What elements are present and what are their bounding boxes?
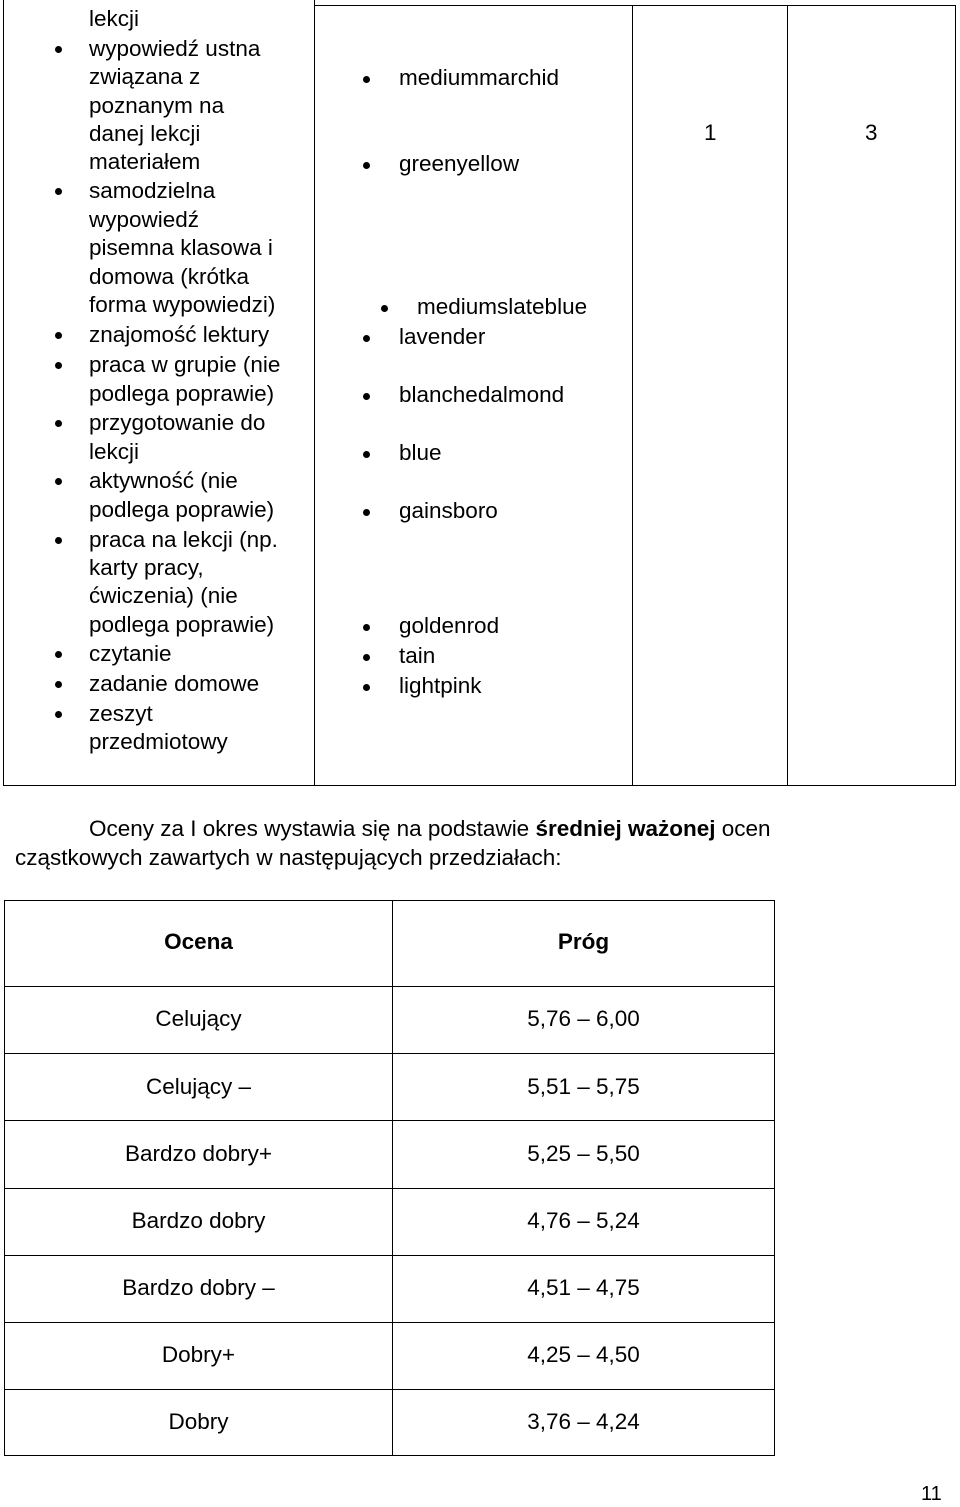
grade-threshold: 3,76 – 4,24 xyxy=(527,1409,640,1434)
grade-table-row-border xyxy=(4,1322,775,1323)
top-table-bottom-border xyxy=(3,785,956,786)
list-line: praca na lekcji (np. xyxy=(89,527,278,552)
list-item: blue xyxy=(399,440,442,465)
list-line: aktywność (nie xyxy=(89,468,238,493)
bullet-icon xyxy=(363,509,370,516)
list-line: praca w grupie (nie xyxy=(89,352,281,377)
top-table-border-left xyxy=(3,0,4,786)
list-item: blanchedalmond xyxy=(399,382,565,407)
list-line: danej lekcji xyxy=(89,121,201,146)
grade-threshold: 5,76 – 6,00 xyxy=(527,1006,640,1031)
grade-table-row-border xyxy=(4,1188,775,1189)
top-table-border-right xyxy=(955,5,956,786)
bullet-icon xyxy=(363,393,370,400)
grade-name: Dobry+ xyxy=(161,1342,236,1367)
list-line: ćwiczenia) (nie xyxy=(89,583,238,608)
list-line: samodzielna xyxy=(89,178,216,203)
grade-name: Bardzo dobry – xyxy=(122,1275,275,1300)
list-line: karty pracy, xyxy=(89,555,204,580)
list-item: lavender xyxy=(399,324,486,349)
bullet-icon xyxy=(363,624,370,631)
list-line: domowa (krótka xyxy=(89,264,250,289)
top-table-divider-2 xyxy=(632,5,633,786)
bullet-icon xyxy=(363,451,370,458)
list-line: związana z xyxy=(89,64,201,89)
bullet-icon xyxy=(55,478,62,485)
list-line: przedmiotowy xyxy=(89,729,228,754)
grade-name: Bardzo dobry xyxy=(131,1208,266,1233)
bullet-icon xyxy=(55,711,62,718)
list-line: forma wypowiedzi) xyxy=(89,292,276,317)
column3-value: 1 xyxy=(704,120,717,145)
grade-table-row-border xyxy=(4,1455,775,1456)
grade-threshold: 4,51 – 4,75 xyxy=(527,1275,640,1300)
grade-threshold: 5,25 – 5,50 xyxy=(527,1141,640,1166)
list-line: znajomość lektury xyxy=(89,322,270,347)
grade-name: Dobry xyxy=(168,1409,229,1434)
bullet-icon xyxy=(363,162,370,169)
grade-table-row-border xyxy=(4,1053,775,1054)
list-item: goldenrod xyxy=(399,613,500,638)
header-ocena: Ocena xyxy=(164,929,233,954)
bullet-icon xyxy=(363,335,370,342)
list-line: podlega poprawie) xyxy=(89,381,275,406)
paragraph-text-end: ocen xyxy=(715,816,771,841)
list-line: pisemna klasowa i xyxy=(89,235,273,260)
grade-table-border-left xyxy=(4,900,5,1456)
bullet-icon xyxy=(55,332,62,339)
grade-table-row-border xyxy=(4,986,775,987)
bullet-icon xyxy=(381,305,388,312)
grade-table-row-border xyxy=(4,1389,775,1390)
list-line: podlega poprawie) xyxy=(89,612,275,637)
list-item: lightpink xyxy=(399,673,482,698)
list-line: wypowiedź ustna xyxy=(89,36,261,61)
bullet-icon xyxy=(55,420,62,427)
top-table-divider-1 xyxy=(314,0,315,786)
paragraph-line-1 xyxy=(89,815,771,843)
list-line: poznanym na xyxy=(89,93,225,118)
bullet-icon xyxy=(363,684,370,691)
paragraph-text: Oceny za I okres wystawia się na podstawie xyxy=(89,816,536,841)
list-line: zadanie domowe xyxy=(89,671,260,696)
bullet-icon xyxy=(55,46,62,53)
bullet-icon xyxy=(55,188,62,195)
list-line: wypowiedź xyxy=(89,207,200,232)
grade-table-row-border xyxy=(4,1255,775,1256)
bullet-icon xyxy=(55,681,62,688)
list-item: gainsboro xyxy=(399,498,498,523)
list-line: podlega poprawie) xyxy=(89,497,275,522)
column4-value: 3 xyxy=(865,120,878,145)
bullet-icon xyxy=(363,76,370,83)
bullet-icon xyxy=(55,362,62,369)
list-item: mediumslateblue xyxy=(417,294,588,319)
list-line: zeszyt xyxy=(89,701,153,726)
paragraph-line-2: cząstkowych zawartych w następujących przedziałach: xyxy=(15,845,562,870)
bullet-icon xyxy=(55,537,62,544)
header-prog: Próg xyxy=(557,929,610,954)
list-item: mediummarchid xyxy=(399,65,560,90)
grade-threshold: 5,51 – 5,75 xyxy=(527,1074,640,1099)
grade-table-row-border xyxy=(4,900,775,901)
bullet-icon xyxy=(363,654,370,661)
grade-name: Celujący – xyxy=(145,1074,252,1099)
grade-table-row-border xyxy=(4,1120,775,1121)
top-table-top-border xyxy=(314,5,956,6)
grade-name: Celujący xyxy=(155,1006,242,1031)
grade-threshold: 4,76 – 5,24 xyxy=(527,1208,640,1233)
list-line: czytanie xyxy=(89,641,172,666)
grade-threshold: 4,25 – 4,50 xyxy=(527,1342,640,1367)
page-number: 11 xyxy=(921,1483,942,1505)
grade-table-divider xyxy=(392,900,393,1456)
list-item: greenyellow xyxy=(399,151,520,176)
list-line: przygotowanie do xyxy=(89,410,266,435)
paragraph-bold-text: średniej ważonej xyxy=(535,816,716,841)
grade-table-border-right xyxy=(774,900,775,1456)
bullet-icon xyxy=(55,651,62,658)
grade-name: Bardzo dobry+ xyxy=(125,1141,272,1166)
list-line: lekcji xyxy=(89,439,140,464)
list-line: lekcji xyxy=(89,6,140,31)
top-table-divider-3 xyxy=(787,5,788,786)
list-line: materiałem xyxy=(89,149,201,174)
list-item: tain xyxy=(399,643,436,668)
